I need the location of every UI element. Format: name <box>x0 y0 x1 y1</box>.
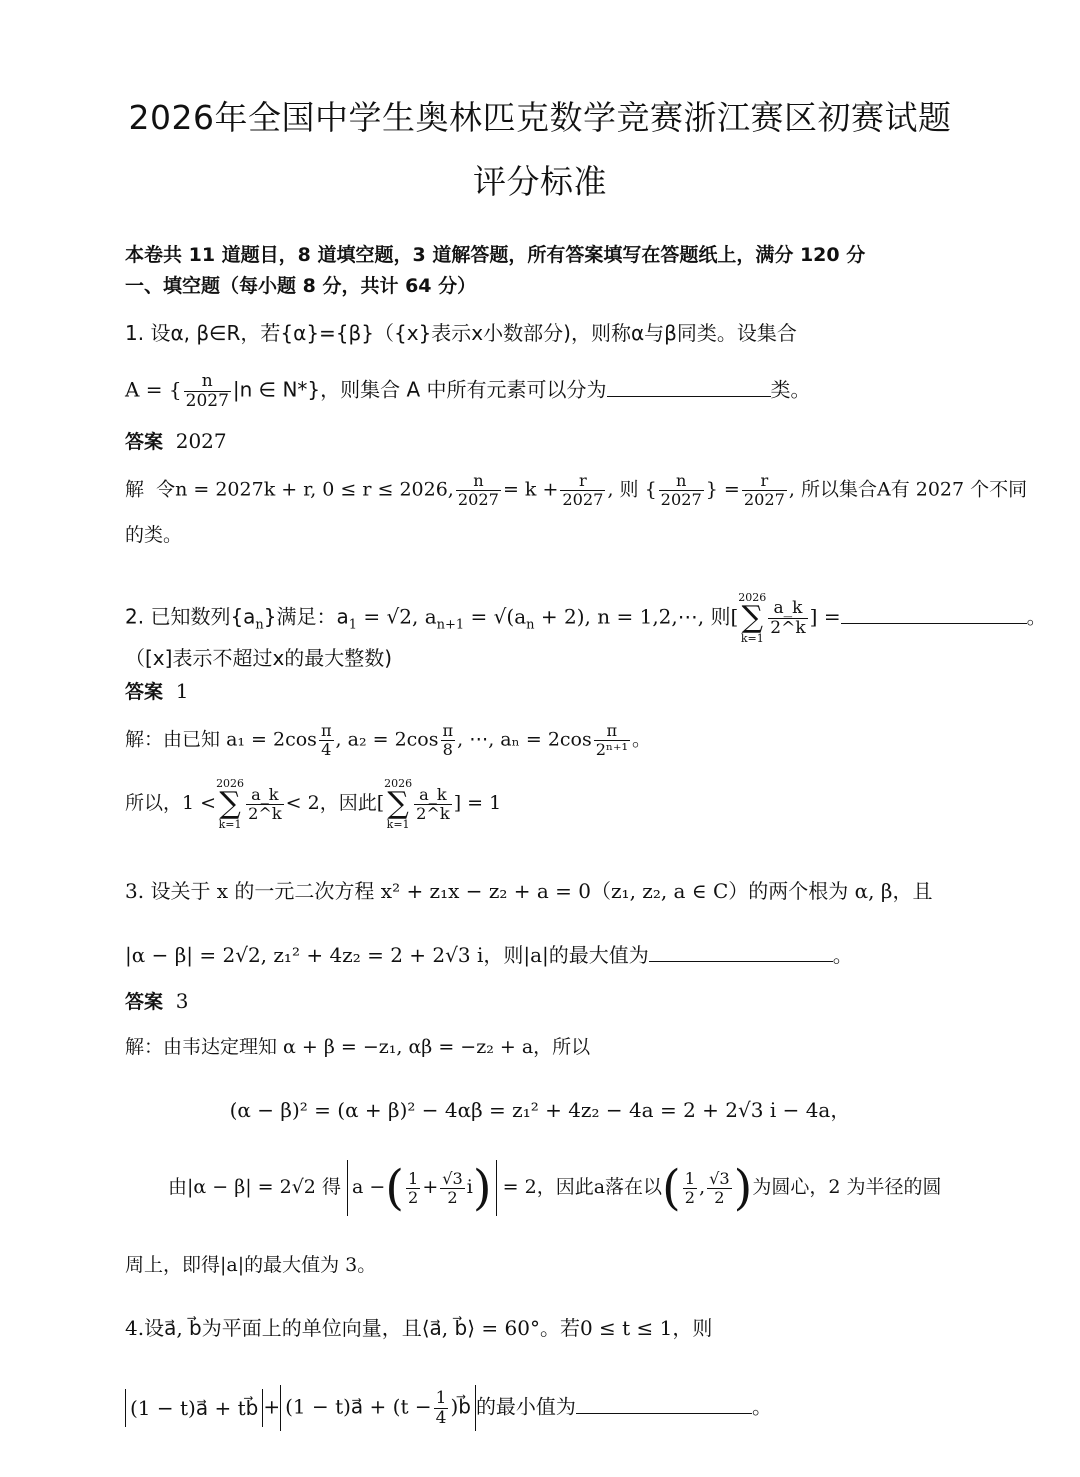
q3-sol3-pre: 由|α − β| = 2√2 得 <box>168 1176 341 1198</box>
q4-line2-end: 。 <box>751 1394 772 1419</box>
q2-sol-sum1-bot: k=1 <box>218 818 242 831</box>
q2-sol-frac1-den: 2^k <box>248 803 282 823</box>
intro-text: 本卷共 11 道题目，8 道填空题，3 道解答题，所有答案填写在答题纸上，满分 120 分 <box>125 244 866 266</box>
q3-answer-value: 3 <box>175 989 189 1013</box>
q2-sol-frac2-num: a_k <box>419 784 447 804</box>
document-subtitle: 评分标准 <box>473 162 607 201</box>
q1-sol-frac4-num: r <box>760 471 769 490</box>
q1-fraction <box>184 372 231 410</box>
q2-end: 。 <box>1026 604 1047 629</box>
q2-rest2: = √(a <box>464 604 527 629</box>
q3-two-a: 2 <box>408 1187 419 1207</box>
q4-four: 4 <box>435 1407 447 1428</box>
q3-one-b: 1 <box>684 1168 696 1188</box>
q3-one: 1 <box>408 1168 419 1188</box>
q1-frac-num: n <box>201 371 213 391</box>
q2-sol1-a2: , a₂ = 2cos <box>335 728 439 751</box>
q2-frac-num: a_k <box>773 597 803 618</box>
q2-post: ] = <box>809 604 841 629</box>
q3-sqrt3-a: √3 <box>442 1168 463 1188</box>
q4-answer-blank[interactable] <box>576 1395 752 1414</box>
q2-rest: = √2, a <box>357 604 437 629</box>
q2-sol-frac2-den: 2^k <box>416 803 450 823</box>
q3-sol3-post: 为圆心，2 为半径的圆 <box>752 1176 942 1198</box>
q1-answer-value: 2027 <box>175 429 227 453</box>
q1-answer-label: 答案 <box>125 431 164 453</box>
q2-pi-3: π <box>606 721 618 740</box>
q2-den8: 8 <box>441 740 456 759</box>
q4-plus: + <box>263 1394 281 1419</box>
q1-sol-frac1 <box>456 472 501 509</box>
q3-answer <box>125 986 955 1017</box>
q4-line2-text: 的最小值为 <box>475 1394 576 1419</box>
q1-solution-line2: 的类。 <box>125 524 183 546</box>
q2-solution-line2: 所以，1 < 2026 ∑ k=1 $\frac{a\_k}{2\^{}k}$ < 2，因此[ 2026 ∑ k=1 $\frac{a\_k}{2\^{}k}$ ] = 1 <box>125 777 502 831</box>
q3-sol3-a: a − <box>352 1176 386 1198</box>
q2-sum-bot: k=1 <box>740 632 764 645</box>
q1-sol-frac1-den: 2027 <box>457 489 499 509</box>
q3-abs-expression: a −( $\frac{1}{2}$ + $\frac{√3}{2}$ i) <box>347 1160 497 1216</box>
q2-frac <box>768 599 807 637</box>
q4-one: 1 <box>435 1388 447 1408</box>
q2-sol2-pre: 所以，1 < <box>125 792 217 814</box>
q3-line2-text: |α − β| = 2√2, z₁² + 4z₂ = 2 + 2√3 i，则|a|的最大值为 <box>125 943 649 967</box>
q3-plus: + <box>422 1176 439 1198</box>
q1-sol-label: 解 <box>125 478 145 501</box>
q1-sol-d: } = <box>705 478 740 501</box>
q1-line2 <box>125 372 955 410</box>
q3-i: i <box>466 1176 473 1198</box>
q3-solution-line3: 由|α − β| = 2√2 得 a −( $\frac{1}{2}$ + $\frac{√3}{2}$ i) = 2，因此a落在以( $\frac{1}{2}$ , $\frac{√3}{2}$ )为圆心，2 为半径的圆 <box>168 1160 942 1216</box>
q2-sol2-end: ] = 1 <box>453 792 502 814</box>
q1-sol-frac3-den: 2027 <box>660 489 702 509</box>
q2-rest3: + 2), n = 1,2,⋯, 则[ <box>534 604 739 629</box>
q1-sol-e: , 所以集合A有 2027 个不同 <box>788 478 1028 501</box>
q1-post: 类。 <box>770 377 811 402</box>
q2-sol1-end: 。 <box>631 728 651 751</box>
q1-sol-frac4 <box>742 472 787 509</box>
q2-line2: （[x]表示不超过x的最大整数) <box>125 646 393 670</box>
q1-frac-den: 2027 <box>185 390 229 411</box>
q2-sum-symbol: 2026 ∑ k=1 <box>738 591 767 645</box>
q4-expr-b-pre: (1 − t)a⃗ + (t − <box>285 1394 432 1419</box>
q2-frac-den: 2^k <box>770 617 806 638</box>
q4-line1: 4.设a⃗, b⃗为平面上的单位向量，且⟨a⃗, b⃗⟩ = 60°。若0 ≤ t ≤ 1，则 <box>125 1316 713 1340</box>
q2-sol1-pre: 解：由已知 <box>125 728 221 751</box>
document-title: 2026年全国中学生奥林匹克数学竞赛浙江赛区初赛试题 <box>128 98 952 137</box>
q4-abs2 <box>280 1385 476 1431</box>
q2-sol-frac1-num: a_k <box>251 784 279 804</box>
q2-den4: 4 <box>319 740 334 759</box>
q2-pi-2: π <box>442 721 454 740</box>
q3-sol3-eq: = 2，因此a落在以 <box>502 1176 663 1198</box>
q1-sol-b: = k + <box>502 478 559 501</box>
q1-sol-frac2-den: 2027 <box>562 489 604 509</box>
q4-abs1 <box>125 1389 263 1427</box>
q3-comma: , <box>699 1176 706 1198</box>
q1-sol-frac1-num: n <box>473 471 484 490</box>
q1-line1: 1. 设α, β∈R，若{α}={β}（{x}表示x小数部分)，则称α与β同类。设集合 <box>125 321 797 345</box>
q2-sub-n: n <box>255 617 264 633</box>
q4-expr-a: (1 − t)a⃗ + tb⃗ <box>130 1396 259 1421</box>
q3-two-b: 2 <box>440 1188 465 1207</box>
q3-line2-end: 。 <box>832 943 853 967</box>
q2-answer-blank[interactable] <box>841 605 1027 624</box>
q1-answer <box>125 426 955 457</box>
q3-sqrt3-b: √3 <box>709 1168 730 1188</box>
q2-answer-label: 答案 <box>125 681 164 703</box>
q2-line1: 2. 已知数列$\{a_n\}$满足：$a_1 = √2$, $a_{n+1} = √(a_n + 2)$, n = 1,2,⋯, 则[ 2026 ∑ k=1 $\frac{a\_k}{2\^{}k}$ ] = 。 <box>125 591 1047 645</box>
q2-answer-value: 1 <box>175 679 189 703</box>
q2-sol-sum2-bot: k=1 <box>386 818 410 831</box>
q4-line2 <box>125 1385 955 1431</box>
q2-solution-line1 <box>125 722 955 759</box>
q3-two-c: 2 <box>684 1187 696 1207</box>
q2-den-n: 2ⁿ⁺¹ <box>595 739 628 759</box>
q2-sum-top: 2026 <box>738 591 767 604</box>
q1-sol-frac3 <box>659 472 704 509</box>
q3-answer-blank[interactable] <box>649 943 833 962</box>
q3-solution-line2: (α − β)² = (α + β)² − 4αβ = z₁² + 4z₂ − 4a = 2 + 2√3 i − 4a， <box>229 1098 851 1122</box>
q1-sol-c: , 则 { <box>607 478 657 501</box>
q3-solution-line4: 周上，即得|a|的最大值为 3。 <box>125 1254 377 1276</box>
q2-sol2-mid: < 2，因此[ <box>285 792 385 814</box>
q1-sol-a: 令n = 2027k + r, 0 ≤ r ≤ 2026, <box>156 478 454 501</box>
q2-pi-1: π <box>320 721 332 740</box>
section-heading: 一、填空题（每小题 8 分，共计 64 分） <box>125 275 477 297</box>
q2-mid: }满足：a <box>263 604 349 629</box>
q3-line2 <box>125 940 955 970</box>
q3-solution-line1: 解：由韦达定理知 α + β = −z₁, αβ = −z₂ + a，所以 <box>125 1036 591 1058</box>
q1-sol-frac4-den: 2027 <box>743 489 785 509</box>
q3-line1: 3. 设关于 x 的一元二次方程 x² + z₁x − z₂ + a = 0（z₁, z₂, a ∈ C）的两个根为 α, β，且 <box>125 879 933 903</box>
q1-sol-frac2 <box>560 472 605 509</box>
q2-sol-sum2-top: 2026 <box>384 777 413 790</box>
q1-set-open: A = { <box>125 377 182 402</box>
q2-sol1-an: , ⋯, aₙ = 2cos <box>457 728 592 751</box>
q2-sol1-a1: a₁ = 2cos <box>226 728 317 751</box>
q1-set-desc: |n ∈ N*}，则集合 A 中所有元素可以分为 <box>232 377 607 402</box>
q2-answer <box>125 676 955 707</box>
q2-sol-sum1-top: 2026 <box>216 777 245 790</box>
q4-expr-b-post: )b⃗ <box>450 1394 471 1419</box>
q1-solution-line1 <box>125 471 1028 509</box>
q2-pre: 2. 已知数列{a <box>125 604 256 629</box>
q3-answer-label: 答案 <box>125 991 164 1013</box>
q1-answer-blank[interactable] <box>607 378 771 397</box>
q1-sol-frac2-num: r <box>579 471 587 490</box>
q3-two-d: 2 <box>707 1188 732 1207</box>
q1-sol-frac3-num: n <box>676 471 687 490</box>
